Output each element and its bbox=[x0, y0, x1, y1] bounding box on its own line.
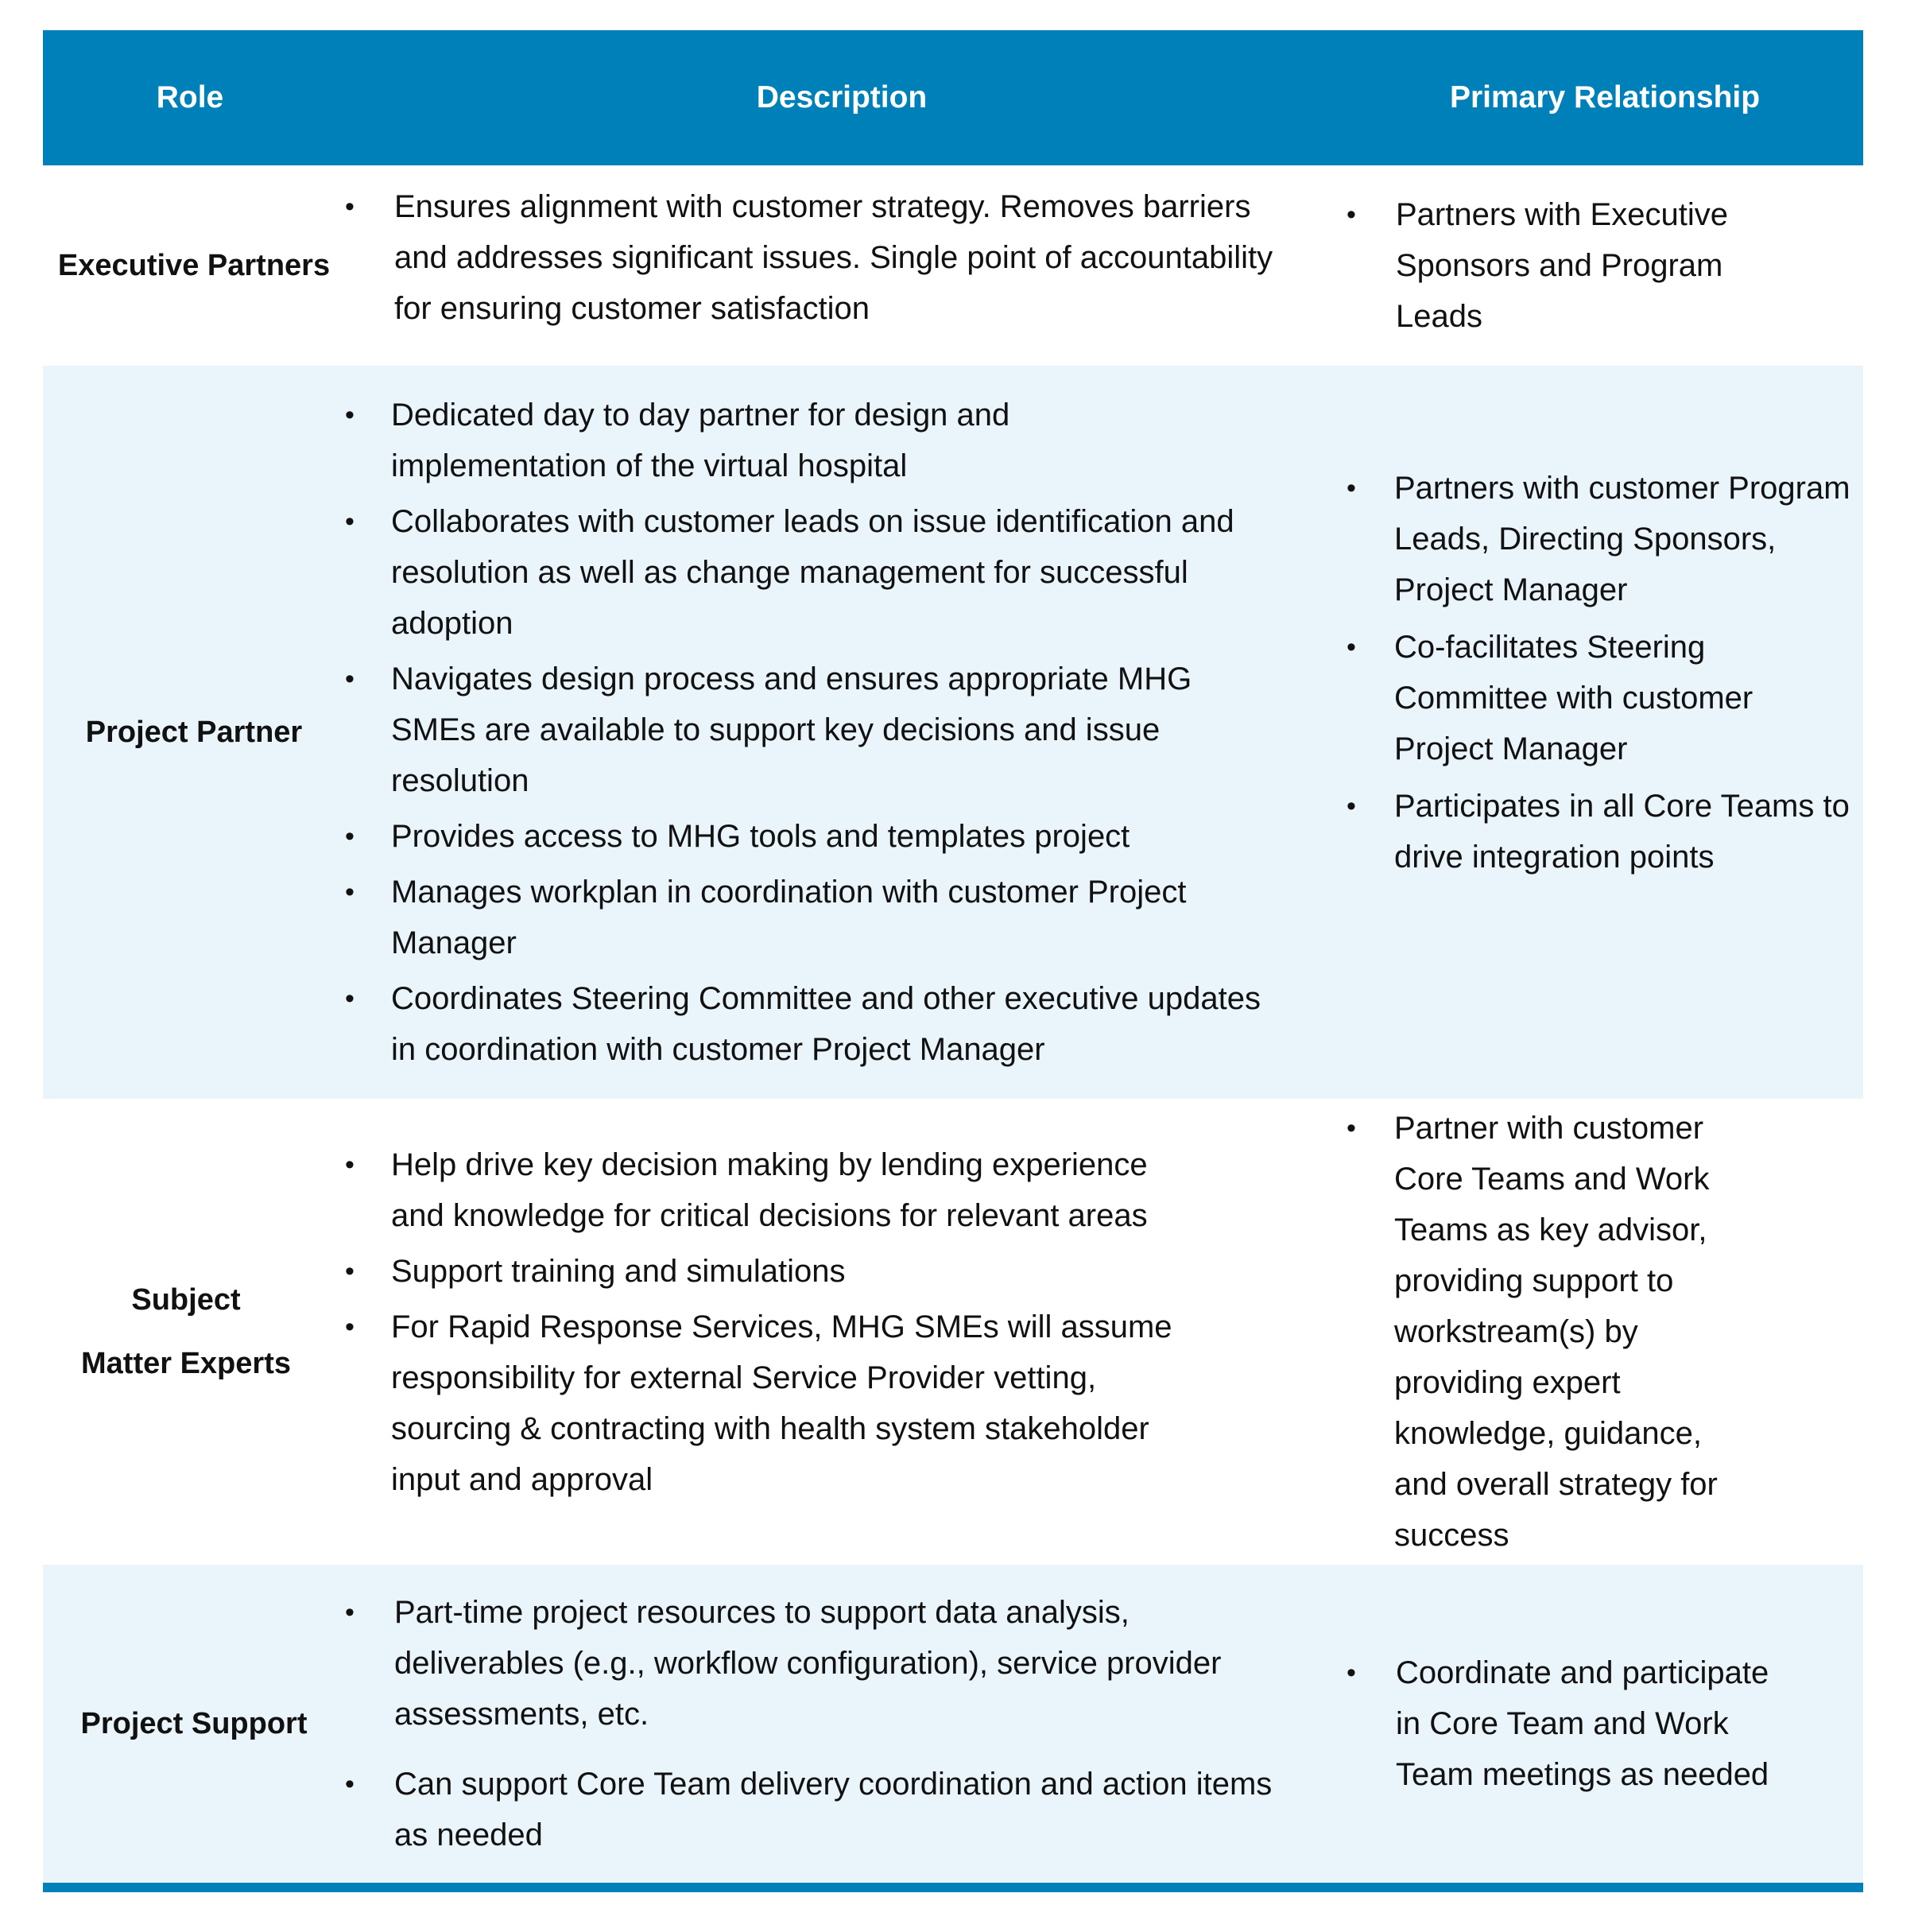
role-cell bbox=[43, 1565, 345, 1883]
relationship-item: • Partners with Executive Sponsors and Program Leads bbox=[1347, 189, 1831, 342]
bottom-rule bbox=[43, 1883, 1863, 1892]
description-item: • Can support Core Team delivery coordination and action items as needed bbox=[345, 1759, 1291, 1860]
header-relationship: Primary Relationship bbox=[1449, 80, 1761, 114]
description-item: • Part-time project resources to support data analysis, deliverables (e.g., workflow configuration), service provider assessments, etc. bbox=[345, 1587, 1291, 1740]
description-item: • Help drive key decision making by lending experience and knowledge for critical decisions for relevant areas bbox=[345, 1139, 1219, 1241]
relationship-item: • Partner with customer Core Teams and Work Teams as key advisor, providing support to workstream(s) by providing expert knowledge, guidance, and overall strategy for success bbox=[1347, 1103, 1760, 1561]
table-row bbox=[43, 366, 1863, 1099]
description-item: • Navigates design process and ensures appropriate MHG SMEs are available to support key decisions and issue resolution bbox=[345, 654, 1267, 806]
role-label-line2: Matter Experts bbox=[81, 1347, 291, 1380]
description-item: • Manages workplan in coordination with customer Project Manager bbox=[345, 867, 1267, 968]
relationship-item: • Partners with customer Program Leads, Directing Sponsors, Project Manager bbox=[1347, 463, 1863, 615]
role-label: Project Support bbox=[80, 1707, 308, 1740]
relationship-item: • Co-facilitates Steering Committee with customer Project Manager bbox=[1347, 622, 1863, 774]
table-header bbox=[43, 30, 1863, 165]
relationship-cell bbox=[1347, 1099, 1863, 1565]
roles-table bbox=[43, 30, 1863, 1892]
role-cell bbox=[43, 165, 345, 366]
description-cell bbox=[345, 165, 1347, 366]
description-item: • Dedicated day to day partner for design and implementation of the virtual hospital bbox=[345, 390, 1267, 491]
relationship-cell bbox=[1347, 366, 1863, 1099]
description-cell bbox=[345, 1565, 1347, 1883]
header-role: Role bbox=[156, 80, 224, 114]
header-description: Description bbox=[756, 80, 928, 114]
description-item: • For Rapid Response Services, MHG SMEs will assume responsibility for external Service Provider vetting, sourcing & contracting with health system stakeholder input and approval bbox=[345, 1302, 1219, 1505]
role-label: Project Partner bbox=[85, 716, 303, 749]
table-row bbox=[43, 1565, 1863, 1883]
relationship-cell bbox=[1347, 1565, 1863, 1883]
table-row bbox=[43, 165, 1863, 366]
description-cell bbox=[345, 366, 1347, 1099]
description-item: • Coordinates Steering Committee and other executive updates in coordination with customer Project Manager bbox=[345, 973, 1267, 1075]
description-item: • Support training and simulations bbox=[345, 1246, 1219, 1297]
role-label-line1: Subject bbox=[131, 1283, 241, 1317]
table-row bbox=[43, 1099, 1863, 1565]
role-cell bbox=[43, 366, 345, 1099]
description-cell bbox=[345, 1099, 1347, 1565]
description-item: • Provides access to MHG tools and templates project bbox=[345, 811, 1267, 862]
role-cell bbox=[43, 1099, 345, 1565]
relationship-item: • Coordinate and participate in Core Team and Work Team meetings as needed bbox=[1347, 1647, 1792, 1800]
relationship-item: • Participates in all Core Teams to drive integration points bbox=[1347, 781, 1863, 883]
relationship-cell bbox=[1347, 165, 1863, 366]
description-item: • Ensures alignment with customer strategy. Removes barriers and addresses significant issues. Single point of accountability for ensuring customer satisfaction bbox=[345, 181, 1299, 334]
description-item: • Collaborates with customer leads on issue identification and resolution as well as change management for successful adoption bbox=[345, 496, 1267, 649]
role-label: Executive Partners bbox=[57, 249, 331, 282]
